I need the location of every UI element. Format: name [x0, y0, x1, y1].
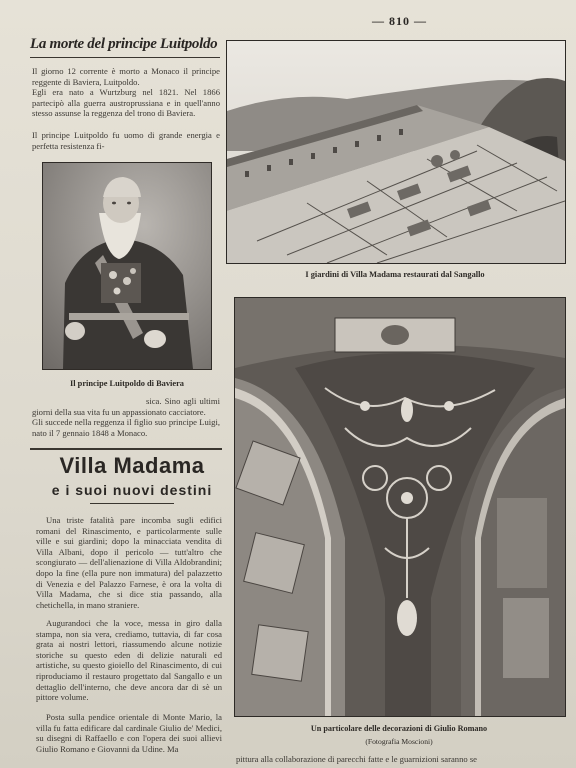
article1-paragraph-3: Il principe Luitpoldo fu uomo di grande energia e perfetta resistenza fi- — [32, 130, 220, 151]
article1-paragraph-5: Gli succede nella reggenza il figlio suo principe Luigi, nato il 7 gennaio 1848 a Monaco. — [32, 417, 220, 438]
fresco-photograph — [234, 297, 566, 717]
prince-portrait-image — [43, 163, 211, 369]
gardens-caption: I giardini di Villa Madama restaurati dal Sangallo — [305, 270, 485, 279]
fresco-image — [235, 298, 565, 716]
gardens-illustration — [226, 40, 566, 264]
article2-paragraph-1: Una triste fatalità pare incomba sugli edifici romani del Rinascimento, e particolarmente sulle ville e sui giardini; dopo la minacciata vendita di Villa Albani, dopo il pericolo — tutt'altro che scongiurato — dell'alienazione di Villa Aldobrandini; dopo la fine (ella pure non immatura) del palazzetto di Venezia e del Palazzo Farnese, è ora la volta di Villa Madama, che si dice stia passando, alla chetichella, in mano straniere. — [36, 515, 222, 610]
article1-paragraph-4: sica. Sino agli ultimi giorni della sua vita fu un appassionato cacciatore. — [32, 396, 220, 417]
article1-paragraph-2: Egli era nato a Wurtzburg nel 1821. Nel 1866 partecipò alla guerra austroprussiana e in quell'anno stesso assunse la reggenza del trono di Baviera. — [32, 87, 220, 119]
fresco-caption: Un particolare delle decorazioni di Giulio Romano — [310, 724, 488, 733]
article2-paragraph-2: Augurandoci che la voce, messa in giro dalla stampa, non sia vera, crediamo, tuttavia, di far cosa grata ai nostri lettori, riassumendo alcune notizie storiche su questo eden di delizie naturali ed artistiche, su questo gioiello del Rinascimento, di cui riproduciamo il restauro progettato dal Sangallo e un dettaglio dell'interno, che deve ancora dar di sè un pittore volume. — [36, 618, 222, 703]
article1-paragraph-1: Il giorno 12 corrente è morto a Monaco il principe reggente di Baviera, Luitpoldo. — [32, 66, 220, 87]
prince-portrait-caption: Il principe Luitpoldo di Baviera — [69, 379, 184, 388]
article2-subtitle: e i suoi nuovi destini — [51, 482, 213, 498]
section-divider-top — [30, 448, 222, 450]
fresco-credit: (Fotografia Moscioni) — [365, 737, 433, 746]
prince-portrait — [42, 162, 212, 370]
article2-title: Villa Madama — [59, 453, 205, 478]
article1-headline: La morte del principe Luitpoldo — [30, 36, 218, 52]
gardens-image — [227, 41, 565, 263]
section-divider-bottom — [90, 503, 174, 504]
headline-rule — [30, 57, 220, 58]
page-number: — 810 — — [372, 14, 427, 28]
article2-paragraph-3: Posta sulla pendice orientale di Monte Mario, la villa fu fatta edificare dal cardinale Giulio de' Medici, su disegni di Raffaello e con l'opera dei suoi allievi Giulio Romano e Giovanni da Udine. Ma — [36, 712, 222, 754]
bottom-text-fragment: pittura alla collaborazione di parecchi fatte e le guarnizioni saranno se — [236, 754, 477, 764]
